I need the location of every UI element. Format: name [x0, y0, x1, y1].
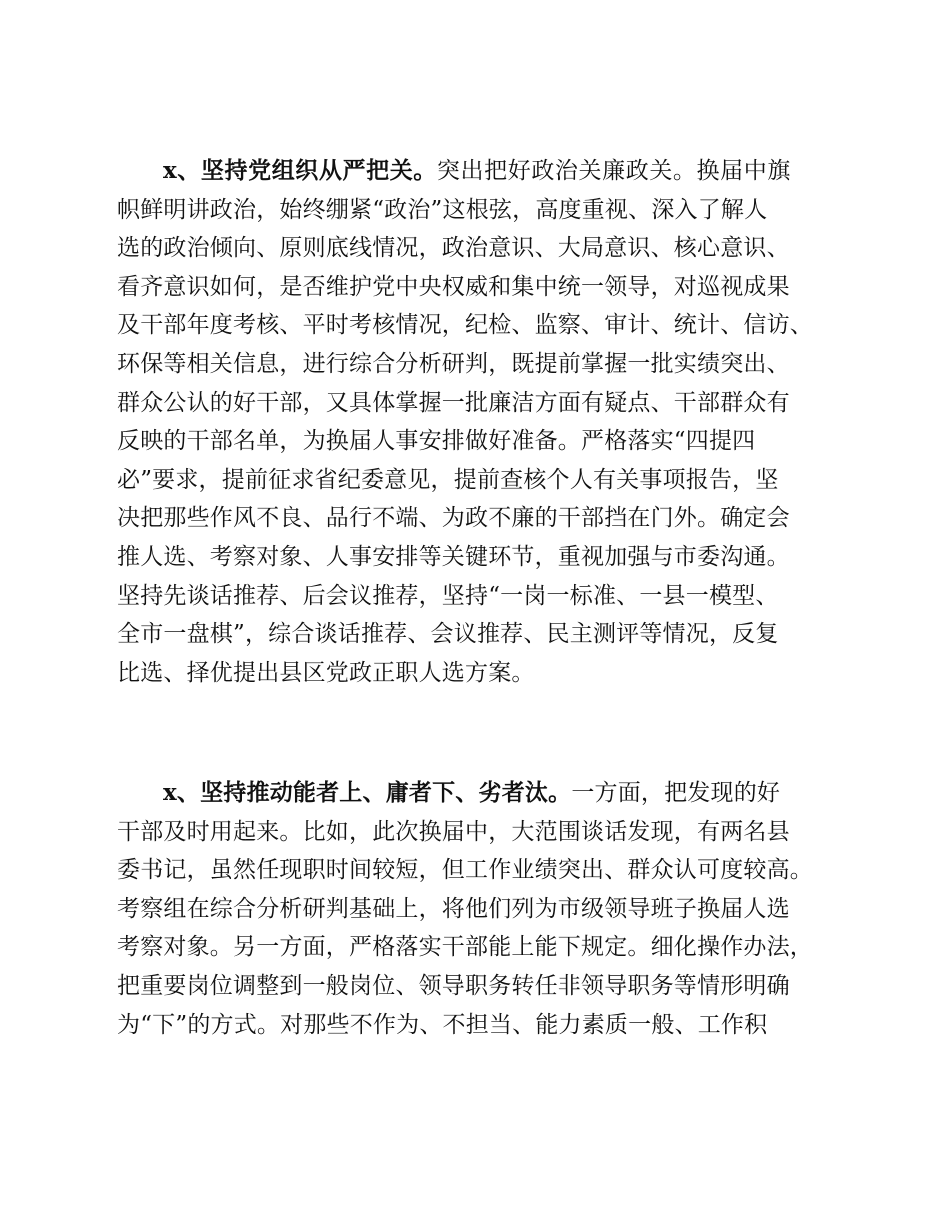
- paragraph-1-line: 比选、择优提出县区党政正职人选方案。: [117, 659, 535, 686]
- paragraph-1-heading: x、坚持党组织从严把关。: [163, 157, 437, 184]
- paragraph-1-line: 全市一盘棋”，综合谈话推荐、会议推荐、民主测评等情况，反复: [117, 621, 779, 648]
- paragraph-1-line: 反映的干部名单，为换届人事安排做好准备。严格落实“四提四: [117, 428, 756, 455]
- paragraph-2-heading: x、坚持推动能者上、庸者下、劣者汰。: [163, 779, 572, 806]
- paragraph-1-line: 坚持先谈话推荐、后会议推荐，坚持“一岗一标准、一县一模型、: [117, 582, 779, 609]
- paragraph-1-line: 帜鲜明讲政治，始终绷紧“政治”这根弦，高度重视、深入了解人: [117, 196, 768, 223]
- paragraph-2-line: 考察对象。另一方面，严格落实干部能上能下规定。细化操作办法，: [117, 934, 813, 961]
- paragraph-2-line: 考察组在综合分析研判基础上，将他们列为市级领导班子换届人选: [117, 895, 790, 922]
- paragraph-1-line: 选的政治倾向、原则底线情况，政治意识、大局意识、核心意识、: [117, 235, 790, 262]
- paragraph-2-line: 委书记，虽然任现职时间较短，但工作业绩突出、群众认可度较高。: [117, 857, 813, 884]
- paragraph-1-line: 及干部年度考核、平时考核情况，纪检、监察、审计、统计、信访、: [117, 312, 813, 339]
- paragraph-2-lead-text: 一方面，把发现的好: [571, 780, 781, 806]
- paragraph-2-line-1: [117, 774, 857, 813]
- paragraph-1-line: 看齐意识如何，是否维护党中央权威和集中统一领导，对巡视成果: [117, 273, 790, 300]
- paragraph-1-line: 群众公认的好干部，又具体掌握一批廉洁方面有疑点、干部群众有: [117, 389, 790, 416]
- paragraph-1-line: 推人选、考察对象、人事安排等关键环节，重视加强与市委沟通。: [117, 543, 790, 570]
- paragraph-1-lead-text: 突出把好政治关廉政关。换届中旗: [436, 158, 791, 184]
- paragraph-2-line: 把重要岗位调整到一般岗位、领导职务转任非领导职务等情形明确: [117, 972, 790, 999]
- paragraph-1-line: 环保等相关信息，进行综合分析研判，既提前掌握一批实绩突出、: [117, 350, 790, 377]
- paragraph-1-line: 决把那些作风不良、品行不端、为政不廉的干部挡在门外。确定会: [117, 505, 790, 532]
- paragraph-2: [117, 774, 857, 1044]
- paragraph-1-line: 必”要求，提前征求省纪委意见，提前查核个人有关事项报告，坚: [117, 466, 779, 493]
- paragraph-1-line-1: [117, 152, 857, 191]
- paragraph-1: [117, 152, 857, 692]
- paragraph-2-line: 干部及时用起来。比如，此次换届中，大范围谈话发现，有两名县: [117, 818, 790, 845]
- paragraph-2-line: 为“下”的方式。对那些不作为、不担当、能力素质一般、工作积: [117, 1011, 768, 1038]
